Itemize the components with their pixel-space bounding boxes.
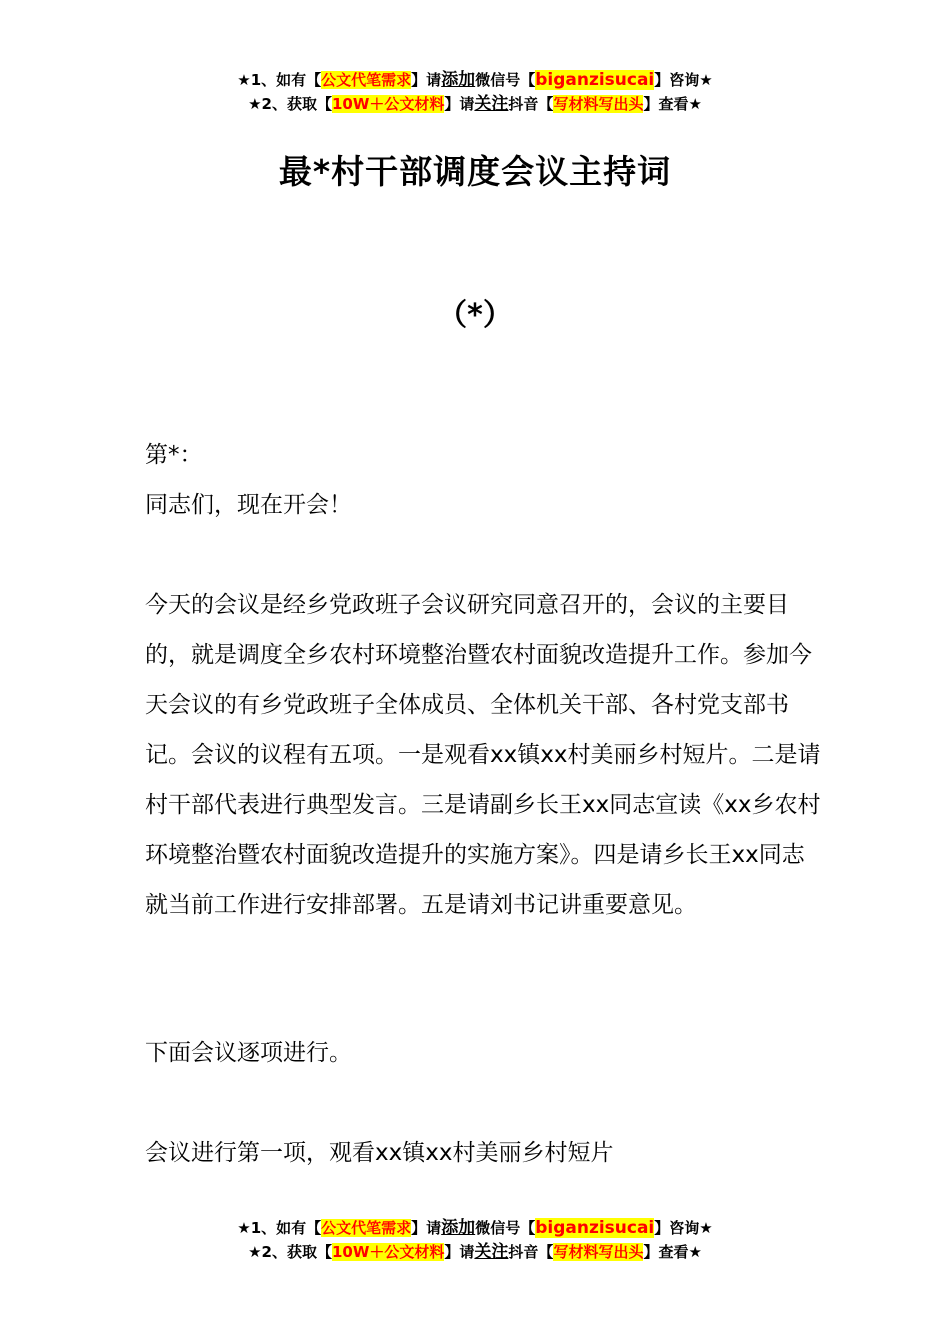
promo-line-2 (0, 92, 950, 116)
salutation-paragraph: 第*： (145, 442, 203, 468)
promo-text: 微信号【 (475, 71, 536, 89)
promo-text: 】请 (411, 71, 442, 89)
promo-line-1 (0, 1216, 950, 1240)
agenda-paragraph: 今天的会议是经乡党政班子会议研究同意召开的，会议的主要目的，就是调度全乡农村环境整治暨农村面貌改造提升工作。参加今天会议的有乡党政班子全体成员、全体机关干部、各村党支部书记。会议的议程有五项。一是观看xx镇xx村美丽乡村短片。二是请村干部代表进行典型发言。三是请副乡长王xx同志宣读《xx乡农村环境整治暨农村面貌改造提升的实施方案》。四是请乡长王xx同志就当前工作进行安排部署。五是请刘书记讲重要意见。 (145, 592, 821, 918)
promo-text: 】咨询★ (654, 71, 713, 89)
document-subtitle: （*） (437, 298, 513, 333)
promo-text: ★1、如有【 (237, 1219, 322, 1237)
promo-highlight-service: 公文代笔需求 (321, 71, 412, 89)
promo-text: 】请 (444, 95, 475, 113)
promo-text: 抖音【 (508, 1243, 554, 1261)
proceed-paragraph: 下面会议逐项进行。 (145, 1040, 352, 1066)
promo-line-1 (0, 68, 950, 92)
promo-text: 抖音【 (508, 95, 554, 113)
promo-line-2 (0, 1240, 950, 1264)
promo-text: 】请 (444, 1243, 475, 1261)
promo-text: ★2、获取【 (248, 95, 332, 113)
document-title: 最*村干部调度会议主持词 (278, 152, 672, 191)
promo-highlight-account: 写材料写出头 (553, 1243, 644, 1261)
promo-text: 】查看★ (643, 95, 702, 113)
promo-highlight-wechat-id: biganzisucai (535, 70, 655, 90)
promo-header (0, 68, 950, 116)
promo-text: 】请 (411, 1219, 442, 1237)
promo-text: 】咨询★ (654, 1219, 713, 1237)
promo-highlight-materials: 10W＋公文材料 (331, 95, 445, 113)
promo-emphasis: 添加 (441, 70, 476, 90)
promo-text: 微信号【 (475, 1219, 536, 1237)
promo-highlight-materials: 10W＋公文材料 (331, 1243, 445, 1261)
promo-highlight-account: 写材料写出头 (553, 95, 644, 113)
opening-paragraph: 同志们，现在开会！ (145, 492, 352, 518)
promo-footer (0, 1216, 950, 1264)
promo-text: ★2、获取【 (248, 1243, 332, 1261)
promo-highlight-wechat-id: biganzisucai (535, 1218, 655, 1238)
promo-text: 】查看★ (643, 1243, 702, 1261)
promo-highlight-service: 公文代笔需求 (321, 1219, 412, 1237)
promo-emphasis: 关注 (474, 1242, 509, 1262)
agenda-item-1-paragraph: 会议进行第一项，观看xx镇xx村美丽乡村短片 (145, 1140, 614, 1166)
promo-emphasis: 关注 (474, 94, 509, 114)
promo-text: ★1、如有【 (237, 71, 322, 89)
promo-emphasis: 添加 (441, 1218, 476, 1238)
